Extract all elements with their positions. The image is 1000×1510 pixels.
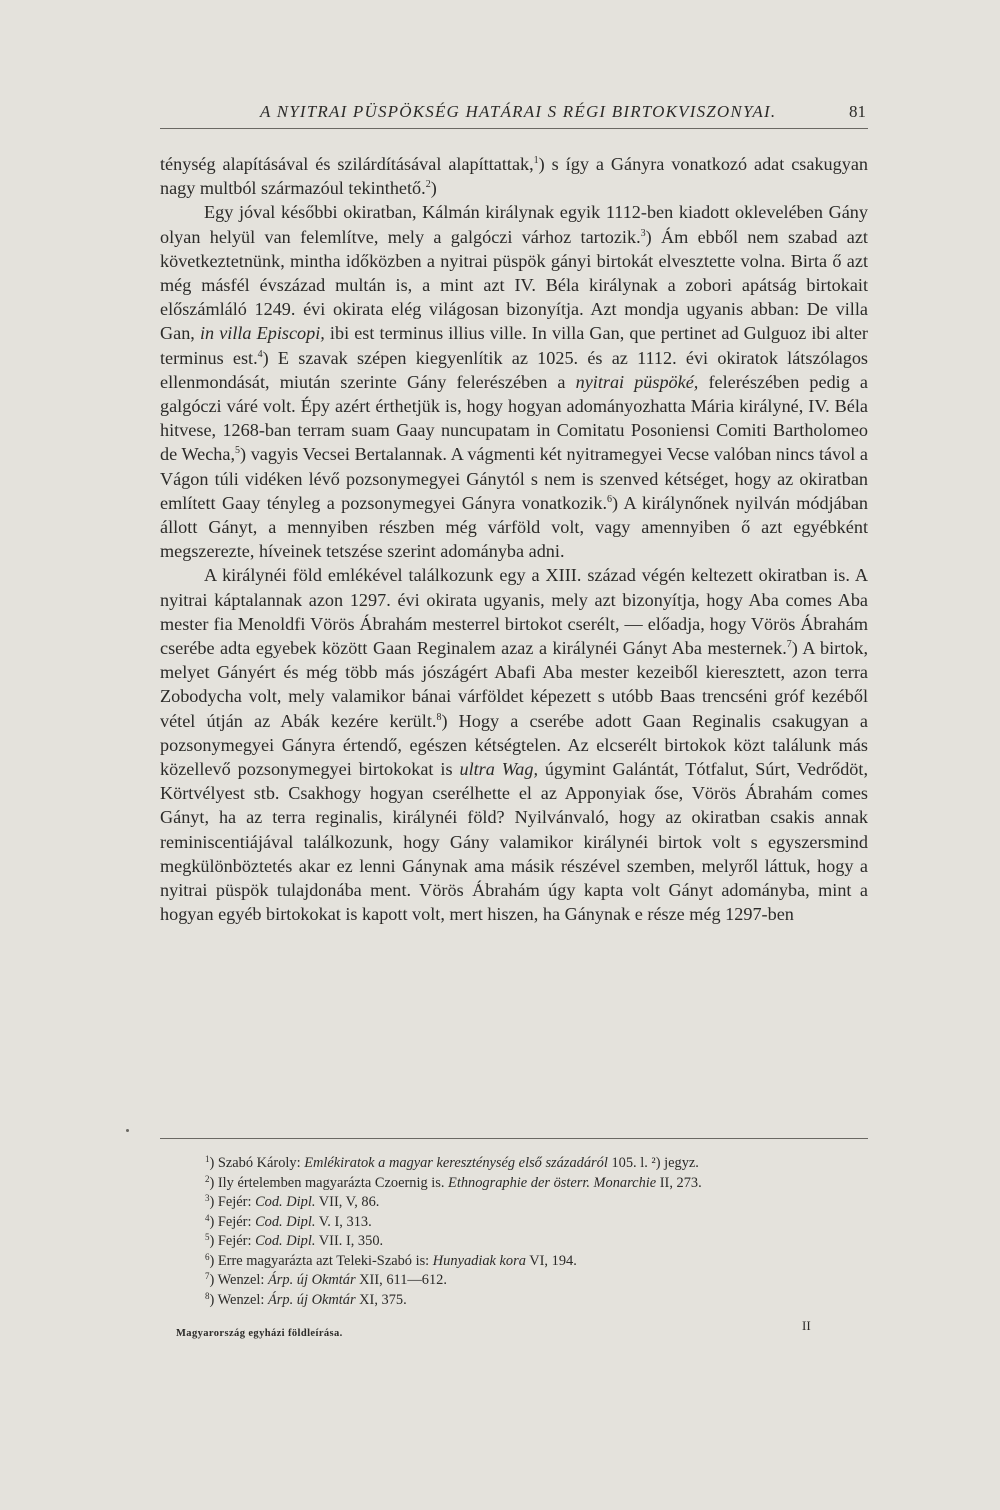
footnote-ref: 4	[257, 348, 263, 360]
latin-phrase: in villa Episcopi,	[199, 323, 325, 344]
footnote-ref: 6	[607, 493, 613, 505]
footnote: $^8$) Wenzel: Árp. új Okmtár XI, 375.	[205, 1290, 407, 1308]
footnote: $^5$) Fejér: Cod. Dipl. VII. I, 350.	[205, 1232, 384, 1249]
body-text	[160, 152, 868, 927]
page-number: 81	[849, 102, 866, 121]
footnote: $^7$) Wenzel: Árp. új Okmtár XII, 611—612.	[205, 1271, 447, 1288]
footnote: $^2$) Ily értelemben magyarázta Czoernig is. Ethnographie der österr. Monarchie II, 273.	[205, 1173, 702, 1191]
footnote-ref: 5	[235, 445, 241, 457]
footnote-rule	[160, 1138, 868, 1139]
footnote-ref: 7	[786, 639, 792, 651]
running-title: A NYITRAI PÜSPÖKSÉG HATÁRAI S RÉGI BIRTOKVISZONYAI.	[260, 102, 777, 121]
running-header	[160, 100, 868, 129]
signature-mark: II	[802, 1318, 811, 1333]
footnote: $^1$) Szabó Károly: Emlékiratok a magyar kereszténység első századáról 105. l. ²) jegyz.	[205, 1154, 699, 1171]
printer-signature: Magyarország egyházi földleírása.	[176, 1328, 343, 1339]
emphasis-phrase: nyitrai püspöké,	[575, 371, 699, 392]
paragraph-3: A királynéi föld emlékével találkozunk egy a XIII. század végén keltezett okiratban is. A nyitrai káptalannak azon 1297. évi okirata ugyanis, mely azt bizonyítja, hogy Aba comes Aba mester fia Menoldfi Vörös Ábrahám mesterrel birtokot cserélt, — előadja, hogy Vörös Ábrahám cserébe adta egyebek között Gaan Reginalem azaz a királynéi Gányt Aba mesternek.$^7$) A birtok, melyet Gányért és még több más jószágért Abafi Aba mester kezeiből kieresztett, azon terra Zobodycha volt, mely valamikor bánai várföldet képezett s utóbb Baas trencséni gróf kezéből vétel útján az Abák kezére került.$^8$) Hogy a cserébe adott Gaan Reginalis csakugyan a pozsonymegyei Gányra értendő, egészen kétségtelen. Az elcserélt birtokok közt találunk más közellevő pozsonymegyei birtokokat is ultra Wag, úgymint Galántát, Tótfalut, Súrt, Vedrődöt, Körtvélyest stb. Csakhogy hogyan cserélhette el az Apponyiak őse, Vörös Ábrahám comes Gányt, ha az terra reginalis, királynéi föld? Nyilvánvaló, hogy az okiratban csakis annak reminiscentiájával találkozunk, hogy Gány valamikor királynéi birtok volt s egyszersmind megkülönböztetés akar ez lenni Gánynak ama másik részével szemben, melyről láttuk, hogy a nyitrai püspök tulajdonába ment. Vörös Ábrahám úgy kapta volt Gányt adományba, mint a hogyan egyéb birtokokat is kapott volt, mert hiszen, ha Gánynak e része még 1297-ben	[160, 565, 869, 925]
footnote-ref: 2	[425, 179, 431, 191]
latin-phrase: ultra Wag,	[459, 759, 538, 780]
footnote-ref: 3	[640, 227, 646, 239]
footnote: $^4$) Fejér: Cod. Dipl. V. I, 313.	[205, 1212, 372, 1230]
footnote-ref: 1	[533, 155, 539, 166]
footnote: $^6$) Erre magyarázta azt Teleki-Szabó is: Hunyadiak kora VI, 194.	[205, 1251, 577, 1269]
paragraph-1: ténység alapításával és szilárdításával alapíttattak,$^1$) s így a Gányra vonatkozó adat csakugyan nagy multból származóul tekinthető.$^2$)	[160, 154, 869, 199]
footnote: $^3$) Fejér: Cod. Dipl. VII, V, 86.	[205, 1193, 380, 1210]
paragraph-2: Egy jóval későbbi okiratban, Kálmán királynak egyik 1112-ben kiadott oklevelében Gány olyan helyül van felemlítve, mely a galgóczi várhoz tartozik.$^3$) Ám ebből nem szabad azt következtetnünk, mintha időközben a nyitrai püspök gányi birtokát elvesztette volna. Birta ő azt még másfél évszázad multán is, a mint azt IV. Béla királynak a zobori apátság birtokait előszámláló 1249. évi okirata elég világosan bizonyítja. Azt mondja ugyanis abban: De villa Gan, in villa Episcopi, ibi est terminus illius ville. In villa Gan, que pertinet ad Gulguoz ibi alter terminus est.$^4$) E szavak szépen kiegyenlítik az 1025. és az 1112. évi okiratok látszólagos ellenmondását, miután szerinte Gány felerészében a nyitrai püspöké, felerészében pedig a galgóczi váré volt. Épy azért érthetjük is, hogy hogyan adományozhatta Mária királyné, IV. Béla hitvese, 1268-ban terram suam Gaay nuncupatam in Comitatu Posoniensi Comiti Bartholomeo de Wecha,$^5$) vagyis Vecsei Bertalannak. A vágmenti két nyitramegyei Vecse valóban nincs távol a Vágon túli vidéken lévő pozsonymegyei Gánytól s nem is szenved kétséget, hogy az okiratban említett Gaay tényleg a pozsonymegyei Gányra vonatkozik.$^6$) A királynőnek nyilván módjában állott Gányt, a mennyiben részben még várföld volt, vagy amennyiben ő azt egyébként megszerezte, híveinek tetszése szerint adományba adni.	[160, 202, 868, 562]
margin-dot	[126, 1129, 129, 1132]
footnote-ref: 8	[436, 711, 442, 723]
footnotes	[205, 1154, 825, 1310]
